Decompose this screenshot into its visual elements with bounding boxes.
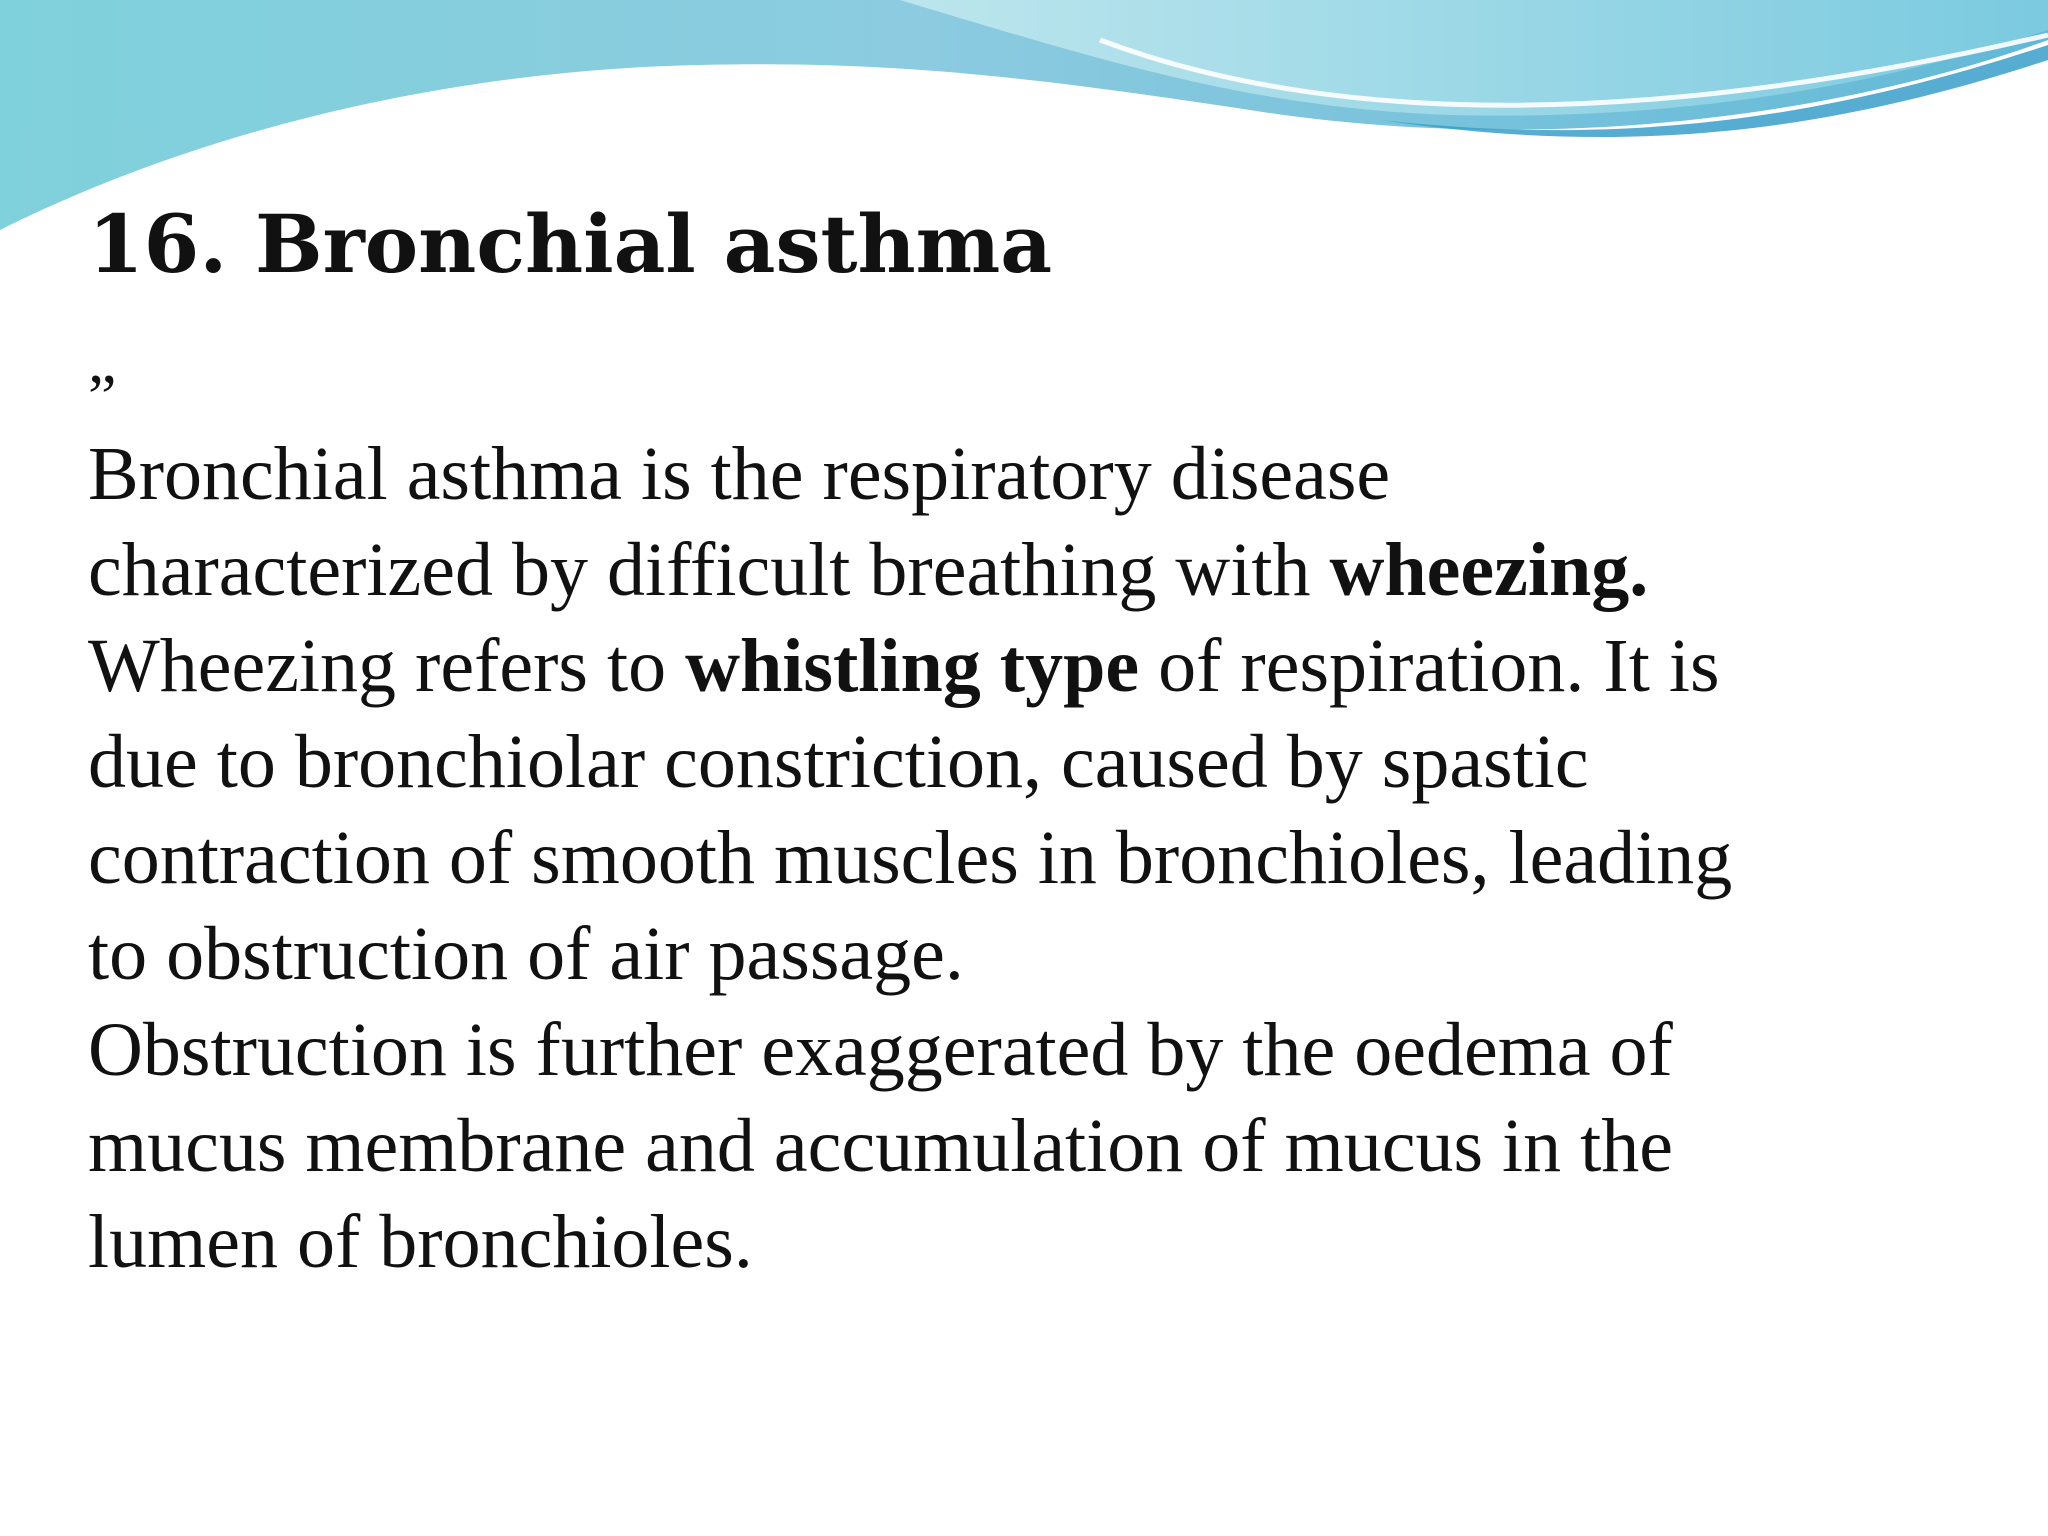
body-line: [88, 1098, 2008, 1194]
slide-title: 16. Bronchial asthma: [88, 197, 1053, 291]
bullet-mark: ”: [88, 361, 117, 432]
slide-body: [88, 361, 2008, 1290]
text-segment: due to bronchiolar constriction, caused by spastic: [88, 720, 1589, 804]
body-line: [88, 1194, 2008, 1290]
body-line: [88, 618, 2008, 714]
body-line: [88, 522, 2008, 618]
body-line: [88, 714, 2008, 810]
body-line: [88, 810, 2008, 906]
body-line: [88, 426, 2008, 522]
body-line: [88, 906, 2008, 1002]
text-segment: of respiration. It is: [1139, 624, 1720, 708]
text-segment: to obstruction of air passage.: [88, 912, 964, 996]
text-segment: contraction of smooth muscles in bronchioles, leading: [88, 816, 1733, 900]
body-line: [88, 1002, 2008, 1098]
emphasis-text: whistling type: [685, 624, 1140, 708]
text-segment: Wheezing refers to: [88, 624, 686, 708]
text-segment: lumen of bronchioles.: [88, 1200, 753, 1284]
text-segment: Obstruction is further exaggerated by the oedema of: [88, 1008, 1673, 1092]
text-segment: Bronchial asthma is the respiratory disease: [88, 432, 1391, 516]
emphasis-text: wheezing.: [1329, 528, 1649, 612]
text-segment: characterized by difficult breathing with: [88, 528, 1330, 612]
text-segment: mucus membrane and accumulation of mucus in the: [88, 1104, 1673, 1188]
